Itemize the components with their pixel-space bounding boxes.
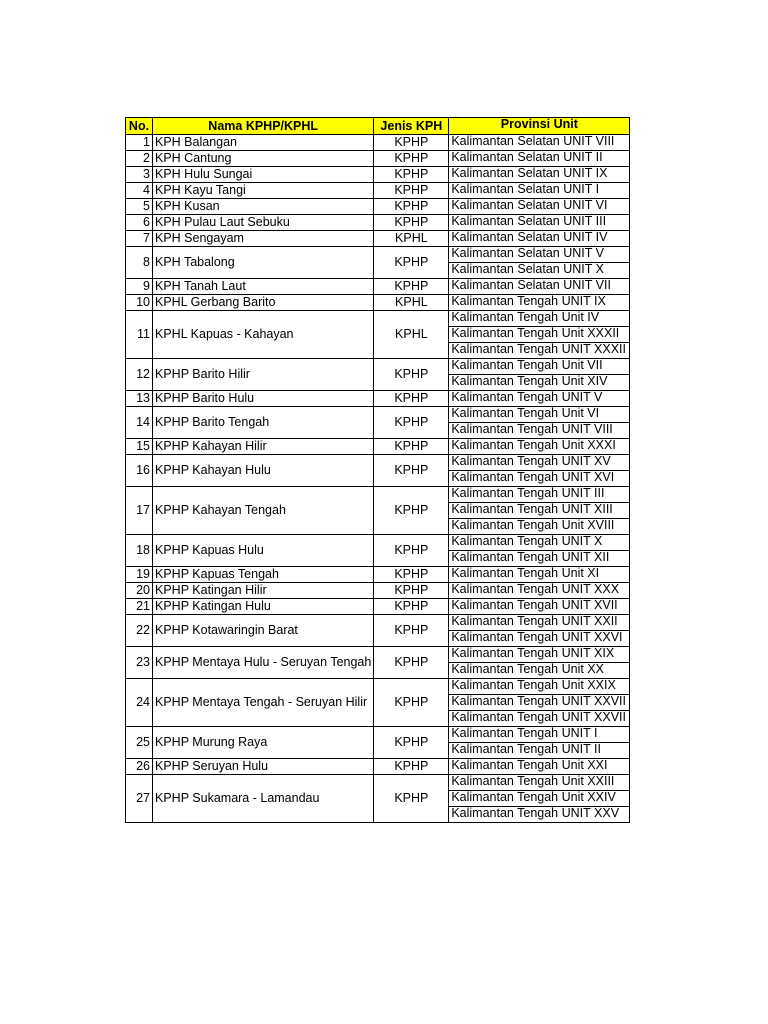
table-row — [126, 487, 630, 503]
cell-provinsi-unit: Kalimantan Selatan UNIT X — [449, 263, 630, 279]
cell-provinsi-unit: Kalimantan Tengah UNIT III — [449, 487, 630, 503]
cell-jenis: KPHP — [374, 775, 449, 823]
cell-jenis: KPHP — [374, 215, 449, 231]
cell-no: 14 — [126, 407, 153, 439]
cell-jenis: KPHP — [374, 583, 449, 599]
table-row — [126, 455, 630, 471]
table-row — [126, 135, 630, 151]
cell-no: 15 — [126, 439, 153, 455]
kph-table — [125, 117, 630, 823]
cell-name: KPHP Katingan Hulu — [153, 599, 374, 615]
cell-provinsi-unit: Kalimantan Tengah Unit XIV — [449, 375, 630, 391]
cell-name: KPHP Kahayan Tengah — [153, 487, 374, 535]
cell-name: KPHP Sukamara - Lamandau — [153, 775, 374, 823]
cell-no: 26 — [126, 759, 153, 775]
cell-no: 12 — [126, 359, 153, 391]
table-row — [126, 247, 630, 263]
cell-jenis: KPHP — [374, 615, 449, 647]
table-row — [126, 295, 630, 311]
header-provinsi: Provinsi Unit — [449, 118, 630, 135]
cell-provinsi-unit: Kalimantan Tengah UNIT XVII — [449, 599, 630, 615]
cell-name: KPH Hulu Sungai — [153, 167, 374, 183]
cell-jenis: KPHL — [374, 231, 449, 247]
cell-jenis: KPHP — [374, 647, 449, 679]
cell-name: KPHP Murung Raya — [153, 727, 374, 759]
cell-provinsi-unit: Kalimantan Selatan UNIT II — [449, 151, 630, 167]
header-name: Nama KPHP/KPHL — [153, 118, 374, 135]
cell-provinsi-unit: Kalimantan Selatan UNIT VII — [449, 279, 630, 295]
cell-provinsi-unit: Kalimantan Tengah UNIT V — [449, 391, 630, 407]
cell-name: KPHP Katingan Hilir — [153, 583, 374, 599]
cell-provinsi-unit: Kalimantan Tengah UNIT XXX — [449, 583, 630, 599]
table-body — [126, 135, 630, 823]
cell-no: 6 — [126, 215, 153, 231]
cell-name: KPHP Barito Hilir — [153, 359, 374, 391]
table-row — [126, 199, 630, 215]
cell-name: KPH Sengayam — [153, 231, 374, 247]
cell-provinsi-unit: Kalimantan Tengah UNIT XIX — [449, 647, 630, 663]
table-row — [126, 215, 630, 231]
cell-provinsi-unit: Kalimantan Tengah Unit VI — [449, 407, 630, 423]
table-row — [126, 727, 630, 743]
table-row — [126, 679, 630, 695]
table-row — [126, 535, 630, 551]
cell-no: 10 — [126, 295, 153, 311]
cell-no: 25 — [126, 727, 153, 759]
cell-jenis: KPHP — [374, 135, 449, 151]
cell-provinsi-unit: Kalimantan Tengah Unit XXIII — [449, 775, 630, 791]
cell-jenis: KPHP — [374, 167, 449, 183]
cell-no: 17 — [126, 487, 153, 535]
cell-provinsi-unit: Kalimantan Tengah UNIT XVI — [449, 471, 630, 487]
cell-no: 23 — [126, 647, 153, 679]
table-row — [126, 615, 630, 631]
cell-no: 16 — [126, 455, 153, 487]
cell-jenis: KPHP — [374, 535, 449, 567]
cell-provinsi-unit: Kalimantan Tengah Unit IV — [449, 311, 630, 327]
cell-name: KPHL Gerbang Barito — [153, 295, 374, 311]
cell-provinsi-unit: Kalimantan Tengah UNIT II — [449, 743, 630, 759]
cell-name: KPH Tabalong — [153, 247, 374, 279]
cell-name: KPHP Kahayan Hilir — [153, 439, 374, 455]
header-no: No. — [126, 118, 153, 135]
header-jenis: Jenis KPH — [374, 118, 449, 135]
cell-jenis: KPHP — [374, 727, 449, 759]
cell-name: KPH Balangan — [153, 135, 374, 151]
table-row — [126, 231, 630, 247]
table-row — [126, 167, 630, 183]
cell-provinsi-unit: Kalimantan Tengah UNIT XXXII — [449, 343, 630, 359]
cell-jenis: KPHP — [374, 455, 449, 487]
table-row — [126, 647, 630, 663]
cell-jenis: KPHP — [374, 183, 449, 199]
cell-provinsi-unit: Kalimantan Tengah Unit XXIV — [449, 791, 630, 807]
cell-provinsi-unit: Kalimantan Tengah Unit XXXI — [449, 439, 630, 455]
cell-name: KPH Kayu Tangi — [153, 183, 374, 199]
cell-no: 19 — [126, 567, 153, 583]
table-row — [126, 359, 630, 375]
cell-provinsi-unit: Kalimantan Tengah Unit XVIII — [449, 519, 630, 535]
cell-no: 9 — [126, 279, 153, 295]
cell-jenis: KPHP — [374, 391, 449, 407]
cell-jenis: KPHL — [374, 311, 449, 359]
cell-provinsi-unit: Kalimantan Tengah Unit VII — [449, 359, 630, 375]
cell-no: 5 — [126, 199, 153, 215]
cell-provinsi-unit: Kalimantan Tengah UNIT XV — [449, 455, 630, 471]
table-row — [126, 567, 630, 583]
cell-provinsi-unit: Kalimantan Tengah UNIT VIII — [449, 423, 630, 439]
table-header-row — [126, 118, 630, 135]
table-row — [126, 599, 630, 615]
table-row — [126, 583, 630, 599]
cell-provinsi-unit: Kalimantan Tengah UNIT XXVII — [449, 695, 630, 711]
cell-name: KPHL Kapuas - Kahayan — [153, 311, 374, 359]
cell-provinsi-unit: Kalimantan Selatan UNIT IX — [449, 167, 630, 183]
cell-jenis: KPHP — [374, 247, 449, 279]
cell-jenis: KPHP — [374, 567, 449, 583]
cell-provinsi-unit: Kalimantan Tengah Unit XXIX — [449, 679, 630, 695]
cell-provinsi-unit: Kalimantan Tengah UNIT XIII — [449, 503, 630, 519]
table-row — [126, 775, 630, 791]
cell-name: KPHP Mentaya Hulu - Seruyan Tengah — [153, 647, 374, 679]
table-row — [126, 151, 630, 167]
cell-name: KPHP Kapuas Hulu — [153, 535, 374, 567]
table-row — [126, 759, 630, 775]
cell-no: 7 — [126, 231, 153, 247]
cell-no: 20 — [126, 583, 153, 599]
table-row — [126, 407, 630, 423]
cell-no: 27 — [126, 775, 153, 823]
cell-provinsi-unit: Kalimantan Tengah Unit XX — [449, 663, 630, 679]
cell-no: 13 — [126, 391, 153, 407]
cell-jenis: KPHP — [374, 407, 449, 439]
cell-no: 2 — [126, 151, 153, 167]
cell-name: KPHP Barito Hulu — [153, 391, 374, 407]
cell-provinsi-unit: Kalimantan Tengah Unit XI — [449, 567, 630, 583]
cell-name: KPHP Mentaya Tengah - Seruyan Hilir — [153, 679, 374, 727]
cell-jenis: KPHL — [374, 295, 449, 311]
cell-provinsi-unit: Kalimantan Selatan UNIT III — [449, 215, 630, 231]
cell-provinsi-unit: Kalimantan Tengah UNIT I — [449, 727, 630, 743]
cell-no: 3 — [126, 167, 153, 183]
cell-name: KPHP Kapuas Tengah — [153, 567, 374, 583]
cell-provinsi-unit: Kalimantan Selatan UNIT I — [449, 183, 630, 199]
cell-provinsi-unit: Kalimantan Tengah UNIT XII — [449, 551, 630, 567]
cell-no: 18 — [126, 535, 153, 567]
cell-provinsi-unit: Kalimantan Selatan UNIT IV — [449, 231, 630, 247]
cell-jenis: KPHP — [374, 487, 449, 535]
table-row — [126, 391, 630, 407]
cell-jenis: KPHP — [374, 439, 449, 455]
cell-provinsi-unit: Kalimantan Tengah Unit XXXII — [449, 327, 630, 343]
cell-jenis: KPHP — [374, 359, 449, 391]
cell-provinsi-unit: Kalimantan Tengah UNIT XXVII — [449, 711, 630, 727]
cell-name: KPHP Seruyan Hulu — [153, 759, 374, 775]
cell-provinsi-unit: Kalimantan Tengah UNIT XXII — [449, 615, 630, 631]
cell-no: 4 — [126, 183, 153, 199]
cell-jenis: KPHP — [374, 151, 449, 167]
cell-jenis: KPHP — [374, 679, 449, 727]
cell-no: 11 — [126, 311, 153, 359]
cell-jenis: KPHP — [374, 599, 449, 615]
cell-jenis: KPHP — [374, 759, 449, 775]
cell-name: KPHP Barito Tengah — [153, 407, 374, 439]
cell-no: 21 — [126, 599, 153, 615]
cell-name: KPH Pulau Laut Sebuku — [153, 215, 374, 231]
cell-provinsi-unit: Kalimantan Tengah UNIT X — [449, 535, 630, 551]
cell-name: KPHP Kahayan Hulu — [153, 455, 374, 487]
cell-name: KPHP Kotawaringin Barat — [153, 615, 374, 647]
cell-jenis: KPHP — [374, 279, 449, 295]
table-row — [126, 439, 630, 455]
table-row — [126, 279, 630, 295]
cell-provinsi-unit: Kalimantan Selatan UNIT V — [449, 247, 630, 263]
cell-provinsi-unit: Kalimantan Tengah UNIT XXVI — [449, 631, 630, 647]
cell-provinsi-unit: Kalimantan Tengah Unit XXI — [449, 759, 630, 775]
cell-no: 1 — [126, 135, 153, 151]
cell-no: 8 — [126, 247, 153, 279]
table-row — [126, 311, 630, 327]
cell-name: KPH Kusan — [153, 199, 374, 215]
cell-provinsi-unit: Kalimantan Tengah UNIT XXV — [449, 807, 630, 823]
table-row — [126, 183, 630, 199]
cell-no: 24 — [126, 679, 153, 727]
cell-jenis: KPHP — [374, 199, 449, 215]
cell-provinsi-unit: Kalimantan Tengah UNIT IX — [449, 295, 630, 311]
cell-no: 22 — [126, 615, 153, 647]
cell-name: KPH Tanah Laut — [153, 279, 374, 295]
cell-provinsi-unit: Kalimantan Selatan UNIT VI — [449, 199, 630, 215]
cell-provinsi-unit: Kalimantan Selatan UNIT VIII — [449, 135, 630, 151]
cell-name: KPH Cantung — [153, 151, 374, 167]
